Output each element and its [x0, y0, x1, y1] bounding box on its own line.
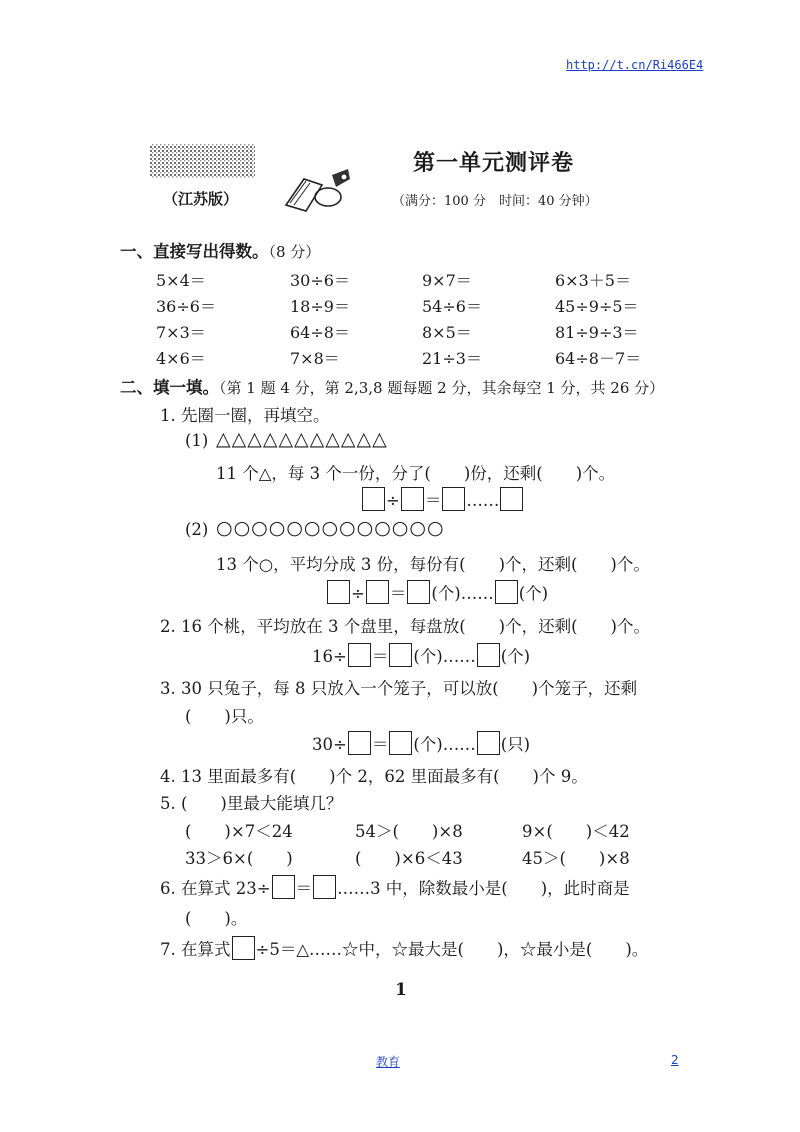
answer-box[interactable]	[477, 643, 500, 667]
equals-sign: ＝	[295, 879, 313, 898]
equals-sign: ＝	[424, 491, 442, 510]
q7-lead: 7. 在算式	[160, 940, 231, 959]
q7-line	[160, 936, 648, 960]
page-title: 第一单元测评卷	[413, 150, 575, 176]
q2-equation	[312, 643, 530, 667]
section1-heading	[120, 238, 320, 262]
q1-part2-label: (2)	[185, 520, 209, 539]
unit-label: (个)	[413, 735, 443, 754]
calc-item: 5×4＝	[156, 271, 206, 290]
answer-box[interactable]	[366, 580, 389, 604]
q5-item: ( )×6＜43	[355, 849, 463, 868]
edition-label: （江苏版）	[163, 190, 239, 208]
q1-part2-text: 13 个○，平均分成 3 份，每份有( )个，还剩( )个。	[216, 555, 650, 574]
answer-box[interactable]	[389, 643, 412, 667]
calc-item: 21÷3＝	[422, 349, 482, 368]
footer-page-number[interactable]: 2	[671, 1053, 679, 1067]
answer-box[interactable]	[477, 731, 500, 755]
calc-item: 64÷8－7＝	[555, 349, 642, 368]
q5-item: 9×( )＜42	[522, 822, 630, 841]
section2-note: （第 1 题 4 分，第 2,3,8 题每题 2 分，其余每空 1 分，共 26 分）	[219, 379, 665, 397]
q4-text: 4. 13 里面最多有( )个 2，62 里面最多有( )个 9。	[160, 767, 588, 786]
q1-stem: 1. 先圈一圈，再填空。	[160, 406, 330, 425]
unit-label: (个)	[518, 584, 549, 603]
remainder-dots: ……	[466, 491, 500, 510]
q3-line2: ( )只。	[185, 707, 264, 726]
circle-shapes: ○○○○○○○○○○○○○	[216, 517, 445, 539]
divide-sign: ÷	[351, 584, 365, 603]
section1-title: 一、直接写出得数。	[120, 242, 269, 261]
unit-label: (个)	[431, 584, 461, 603]
equals-sign: ＝	[371, 647, 389, 666]
answer-box[interactable]	[313, 875, 336, 899]
exam-meta: （满分：100 分 时间：40 分钟）	[392, 194, 598, 209]
calc-item: 54÷6＝	[422, 297, 482, 316]
section2-heading	[120, 374, 664, 398]
equals-sign: ＝	[371, 735, 389, 754]
calc-item: 64÷8＝	[290, 323, 350, 342]
answer-box[interactable]	[272, 875, 295, 899]
q1-part2-equation	[326, 580, 548, 604]
calc-item: 81÷9÷3＝	[555, 323, 639, 342]
calc-item: 45÷9÷5＝	[555, 297, 639, 316]
answer-box[interactable]	[442, 487, 465, 511]
answer-box[interactable]	[327, 580, 350, 604]
q1-part1-label: (1)	[185, 431, 209, 450]
banner-graphic	[150, 142, 255, 180]
equals-sign: ＝	[389, 584, 407, 603]
q5-item: 33＞6×( )	[185, 849, 293, 868]
calc-item: 18÷9＝	[290, 297, 350, 316]
calc-item: 9×7＝	[422, 271, 472, 290]
divide-sign: ÷	[386, 491, 400, 510]
q7-tail: ÷5＝△……☆中，☆最大是( )，☆最小是( )。	[255, 940, 649, 959]
unit-label: (个)	[413, 647, 443, 666]
calc-item: 36÷6＝	[156, 297, 216, 316]
answer-box[interactable]	[389, 731, 412, 755]
calc-item: 6×3＋5＝	[555, 271, 631, 290]
triangle-shapes: △△△△△△△△△△△	[216, 428, 388, 450]
answer-box[interactable]	[232, 936, 255, 960]
calc-item: 30÷6＝	[290, 271, 350, 290]
remainder-dots: ……	[442, 647, 476, 666]
remainder-dots: ……	[442, 735, 476, 754]
answer-box[interactable]	[401, 487, 424, 511]
section2-title: 二、填一填。	[120, 378, 219, 397]
answer-box[interactable]	[407, 580, 430, 604]
q5-stem: 5. ( )里最大能填几？	[160, 794, 343, 813]
q1-part1-equation	[361, 487, 524, 511]
header-link[interactable]: http://t.cn/Ri466E4	[566, 58, 704, 72]
unit-label: (只)	[500, 735, 531, 754]
q1-part1-text: 11 个△，每 3 个一份，分了( )份，还剩( )个。	[216, 464, 616, 483]
calc-item: 4×6＝	[156, 349, 206, 368]
answer-box[interactable]	[362, 487, 385, 511]
q2-text: 2. 16 个桃，平均放在 3 个盘里，每盘放( )个，还剩( )个。	[160, 617, 650, 636]
answer-box[interactable]	[348, 731, 371, 755]
q6-tail: ……3 中，除数最小是( )，此时商是	[337, 879, 630, 898]
equation-lead: 30÷	[312, 735, 347, 754]
q5-item: 45＞( )×8	[522, 849, 630, 868]
answer-box[interactable]	[348, 643, 371, 667]
footer-link[interactable]: 教育	[376, 1055, 401, 1069]
q5-item: 54＞( )×8	[355, 822, 463, 841]
calc-item: 7×8＝	[290, 349, 340, 368]
q5-item: ( )×7＜24	[185, 822, 293, 841]
calc-item: 7×3＝	[156, 323, 206, 342]
answer-box[interactable]	[495, 580, 518, 604]
page-number: 1	[395, 980, 407, 1000]
calc-item: 8×5＝	[422, 323, 472, 342]
remainder-dots: ……	[460, 584, 494, 603]
unit-label: (个)	[500, 647, 531, 666]
q6-lead: 6. 在算式 23÷	[160, 879, 271, 898]
q3-line1: 3. 30 只兔子，每 8 只放入一个笼子，可以放( )个笼子，还剩	[160, 679, 638, 698]
q6-line2: ( )。	[185, 909, 248, 928]
q6-line1	[160, 875, 630, 899]
section1-note: （8 分）	[268, 243, 321, 261]
answer-box[interactable]	[500, 487, 523, 511]
book-icon	[282, 165, 354, 215]
equation-lead: 16÷	[312, 647, 347, 666]
q3-equation	[312, 731, 530, 755]
